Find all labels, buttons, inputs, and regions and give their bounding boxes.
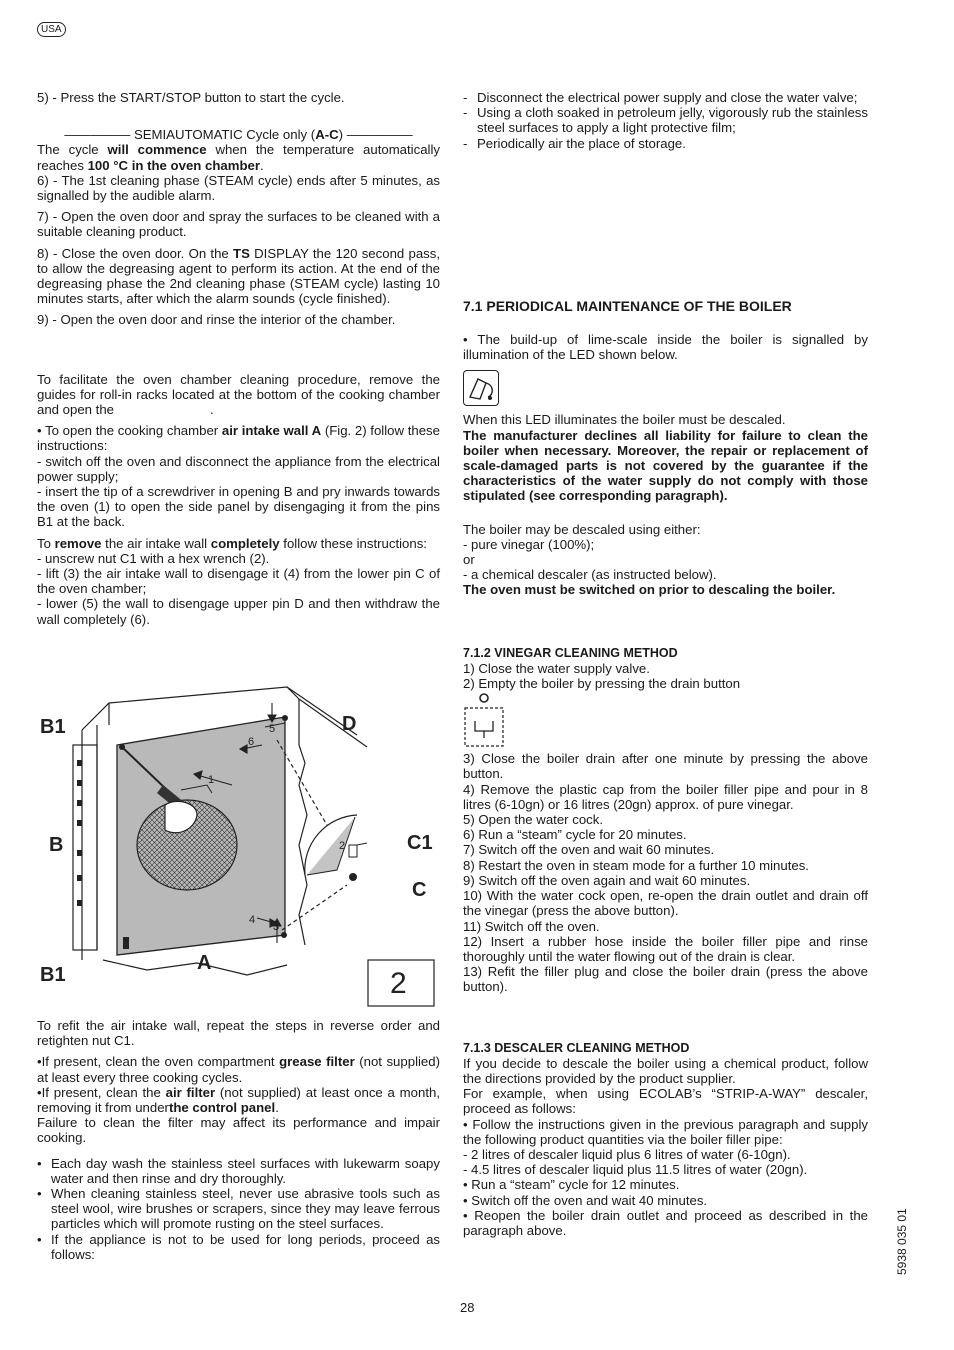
oven-diagram <box>37 685 440 1010</box>
descaler-para-2: For example, when using ECOLAB’s “STRIP-A-WAY” descaler, proceed as follows: <box>463 1086 868 1117</box>
vinegar-step-6: 6) Run a “steam” cycle for 20 minutes. <box>463 827 687 843</box>
liability-warning: The manufacturer declines all liability for failure to clean the boiler when necessary. Moreover, the repair or replacement of scale-damaged parts is not covered by the guarantee if the characteristics of the water supply do not comply with those stipulated (see corresponding paragraph). <box>463 427 868 504</box>
vinegar-step-5: 5) Open the water cock. <box>463 812 604 828</box>
label-c1: C1 <box>407 832 433 854</box>
figure-2 <box>37 685 440 1010</box>
step-7: 7) - Open the oven door and spray the surfaces to be cleaned with a suitable cleaning product. <box>37 209 440 240</box>
section-heading-7-1-2: 7.1.2 VINEGAR CLEANING METHOD <box>463 645 678 660</box>
step-9: 9) - Open the oven door and rinse the interior of the chamber. <box>37 312 396 328</box>
descale-led-icon <box>463 370 499 406</box>
descaler-para-8: • Reopen the boiler drain outlet and proceed as described in the paragraph above. <box>463 1207 868 1238</box>
label-d: D <box>342 713 357 735</box>
page-number: 28 <box>460 1300 475 1315</box>
arrow-label-1: 1 <box>208 774 215 786</box>
grease-filter-paragraph: •If present, clean the oven compartment grease filter (not supplied) at least every three cooking cycles. <box>37 1054 440 1085</box>
list-item: • If the appliance is not to be used for long periods, proceed as follows: <box>37 1232 440 1262</box>
vinegar-step-10: 10) With the water cock open, re-open the drain outlet and drain off the vinegar (press the above button). <box>463 888 868 919</box>
descaler-para-1: If you decide to descale the boiler using a chemical product, follow the directions provided by the product supplier. <box>463 1055 868 1086</box>
open-wall-step-2: - insert the tip of a screwdriver in opening B and pry inwards towards the oven (1) to open the side panel by disengaging it from the pins B1 at the back. <box>37 484 440 530</box>
descaler-para-7: • Switch off the oven and wait 40 minutes. <box>463 1192 708 1208</box>
descale-or: or <box>463 552 475 568</box>
left-column <box>37 90 440 627</box>
list-item: - Periodically air the place of storage. <box>463 136 868 151</box>
label-a: A <box>197 952 212 974</box>
failure-paragraph: Failure to clean the filter may affect its performance and impair cooking. <box>37 1115 440 1146</box>
label-b1-top: B1 <box>40 716 66 738</box>
left-column-bottom <box>37 1018 440 1262</box>
arrow-label-6: 6 <box>248 736 255 748</box>
list-item: • When cleaning stainless steel, never use abrasive tools such as steel wool, wire brushes or scrapers, since they may leave ferrous particles which will promote rusting on the steel surfaces. <box>37 1186 440 1232</box>
vinegar-step-1: 1) Close the water supply valve. <box>463 660 650 676</box>
descaler-para-5: - 4.5 litres of descaler liquid plus 11.5 litres of water (20gn). <box>463 1162 808 1178</box>
guides-paragraph: To facilitate the oven chamber cleaning procedure, remove the guides for roll-in racks located at the bottom of the cooking chamber and open the . <box>37 371 440 418</box>
descale-option-2: - a chemical descaler (as instructed below). <box>463 567 717 583</box>
limescale-paragraph: • The build-up of lime-scale inside the boiler is signalled by illumination of the LED shown below. <box>463 332 868 363</box>
vinegar-step-12: 12) Insert a rubber hose inside the boiler filler pipe and rinse thoroughly until the water flowing out of the drain is clear. <box>463 933 868 964</box>
section-heading-7-1: 7.1 PERIODICAL MAINTENANCE OF THE BOILER <box>463 297 792 314</box>
step-8: 8) - Close the oven door. On the TS DISPLAY the 120 second pass, to allow the degreasing agent to perform its action. At the end of the degreasing phase the 2nd cleaning phase (STEAM cycle) lasting 10 minutes starts, after which the alarm sounds (cycle finished). <box>37 245 441 307</box>
label-b1-bottom: B1 <box>40 964 66 986</box>
remove-wall-step-2: - lift (3) the air intake wall to disengage it (4) from the lower pin C of the oven chamber; <box>37 566 440 597</box>
arrow-label-2: 2 <box>339 840 346 852</box>
remove-wall-intro: To remove the air intake wall completely follow these instructions: <box>37 535 427 551</box>
refit-paragraph: To refit the air intake wall, repeat the steps in reverse order and retighten nut C1. <box>37 1018 440 1049</box>
label-c: C <box>412 879 427 901</box>
open-wall-intro: • To open the cooking chamber air intake wall A (Fig. 2) follow these instructions: <box>37 423 440 454</box>
vinegar-step-8: 8) Restart the oven in steam mode for a further 10 minutes. <box>463 857 809 873</box>
figure-number: 2 <box>390 967 407 1000</box>
semiautomatic-heading: ————— SEMIAUTOMATIC Cycle only (A-C) ————— <box>64 127 413 143</box>
open-wall-step-1: - switch off the oven and disconnect the appliance from the electrical power supply; <box>37 453 440 484</box>
list-item: - Disconnect the electrical power supply and close the water valve; <box>463 90 868 105</box>
led-on-text: When this LED illuminates the boiler must be descaled. <box>463 412 786 428</box>
descaler-para-6: • Run a “steam” cycle for 12 minutes. <box>463 1177 680 1193</box>
arrow-label-4: 4 <box>249 914 256 926</box>
switched-on-note: The oven must be switched on prior to descaling the boiler. <box>463 582 836 598</box>
vinegar-step-7: 7) Switch off the oven and wait 60 minutes. <box>463 842 715 858</box>
right-column <box>463 90 868 1238</box>
vinegar-step-3: 3) Close the boiler drain after one minute by pressing the above button. <box>463 751 868 782</box>
list-item: • Each day wash the stainless steel surfaces with lukewarm soapy water and then rinse and dry thoroughly. <box>37 1156 440 1186</box>
document-code: 5938 035 01 <box>895 1208 909 1275</box>
arrow-label-3: 3 <box>273 921 280 933</box>
vinegar-step-11: 11) Switch off the oven. <box>463 918 600 934</box>
storage-list <box>463 90 868 151</box>
descale-option-1: - pure vinegar (100%); <box>463 536 595 552</box>
label-b: B <box>49 834 64 856</box>
arrow-label-5: 5 <box>269 723 276 735</box>
drain-button-icon <box>463 691 507 751</box>
step-5: 5) - Press the START/STOP button to start the cycle. <box>37 90 345 105</box>
cycle-start-text: The cycle will commence when the temperature automatically reaches 100 °C in the oven chamber. <box>37 142 440 173</box>
descale-intro: The boiler may be descaled using either: <box>463 521 701 537</box>
list-item: - Using a cloth soaked in petroleum jelly, vigorously rub the stainless steel surfaces to apply a light protective film; <box>463 105 868 135</box>
descaler-para-3: • Follow the instructions given in the previous paragraph and supply the following product quantities via the boiler filler pipe: <box>463 1116 868 1147</box>
step-6: 6) - The 1st cleaning phase (STEAM cycle) ends after 5 minutes, as signalled by the audible alarm. <box>37 172 440 204</box>
remove-wall-step-1: - unscrew nut C1 with a hex wrench (2). <box>37 550 270 566</box>
stainless-steel-list <box>37 1156 440 1262</box>
region-badge: USA <box>37 22 66 37</box>
remove-wall-step-3: - lower (5) the wall to disengage upper pin D and then withdraw the wall completely (6). <box>37 596 440 627</box>
vinegar-step-2: 2) Empty the boiler by pressing the drain button <box>463 676 741 692</box>
air-filter-paragraph: •If present, clean the air filter (not supplied) at least once a month, removing it from underthe control panel. <box>37 1084 440 1116</box>
vinegar-step-9: 9) Switch off the oven again and wait 60 minutes. <box>463 872 751 888</box>
section-heading-7-1-3: 7.1.3 DESCALER CLEANING METHOD <box>463 1040 690 1055</box>
vinegar-step-4: 4) Remove the plastic cap from the boiler filler pipe and pour in 8 litres (6-10gn) or 16 litres (20gn) approx. of pure vinegar. <box>463 781 868 812</box>
descaler-para-4: - 2 litres of descaler liquid plus 6 litres of water (6-10gn). <box>463 1146 791 1162</box>
vinegar-step-13: 13) Refit the filler plug and close the boiler drain (press the above button). <box>463 964 868 995</box>
